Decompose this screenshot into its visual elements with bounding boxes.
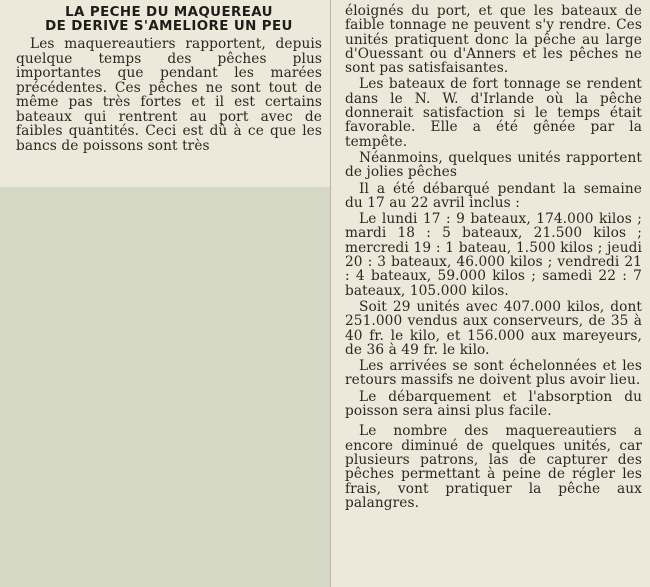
- paragraph-total: Soit 29 unités avec 407.000 kilos, dont 251.000 vendus aux conserveurs, de 35 à 40 fr. le kilo, et 156.000 aux mareyeurs, de 36 à 49 fr. le kilo.: [345, 298, 642, 358]
- paragraph-continued: éloignés du port, et que les bateaux de faible tonnage ne peuvent s'y rendre. Ces unités pratiquent donc la pêche au large d'Ouessant ou d'Anners et les pêches ne sont pas satisfaisantes.: [345, 3, 642, 77]
- headline: [16, 6, 322, 34]
- paragraph-arrivees: Les arrivées se sont échelonnées et les retours massifs ne doivent plus avoir lieu.: [345, 358, 642, 389]
- paragraph-fort-tonnage: Les bateaux de fort tonnage se rendent dans le N. W. d'Irlande où la pêche donnerait satisfaction si le temps était favorable. Elle a été gênée par la tempête.: [345, 76, 642, 150]
- left-paragraph: Les maquereautiers rapportent, depuis quelque temps des pêches plus importantes que pendant les marées précédentes. Ces pêches ne sont tout de même pas très fortes et il est certains bateaux qui rentrent au port avec de faibles quantités. Ceci est dû à ce que les bancs de poissons sont très: [16, 36, 322, 154]
- right-column: [330, 0, 650, 587]
- paragraph-daily-landings: Le lundi 17 : 9 bateaux, 174.000 kilos ; mardi 18 : 5 bateaux, 21.500 kilos ; mercredi 19 : 1 bateau, 1.500 kilos ; jeudi 20 : 3 bateaux, 46.000 kilos ; vendredi 21 : 4 bateaux, 59.000 kilos ; samedi 22 : 7 bateaux, 105.000 kilos.: [345, 211, 642, 299]
- blank-area: [0, 187, 330, 587]
- headline-line-1: LA PECHE DU MAQUEREAU: [65, 5, 273, 20]
- paragraph-debarquement: Le débarquement et l'absorption du poisson sera ainsi plus facile.: [345, 388, 642, 420]
- paragraph-nombre: Le nombre des maquereautiers a encore diminué de quelques unités, car plusieurs patrons, las de capturer des pêches permettant à peine de régler les frais, vont pratiquer la pêche aux palangres.: [345, 423, 642, 511]
- headline-line-2: DE DERIVE S'AMELIORE UN PEU: [45, 19, 293, 34]
- left-column: [0, 0, 330, 187]
- paragraph-neanmoins: Néanmoins, quelques unités rapportent de jolies pêches: [345, 149, 642, 181]
- paragraph-debarque: Il a été débarqué pendant la semaine du 17 au 22 avril inclus :: [345, 180, 642, 211]
